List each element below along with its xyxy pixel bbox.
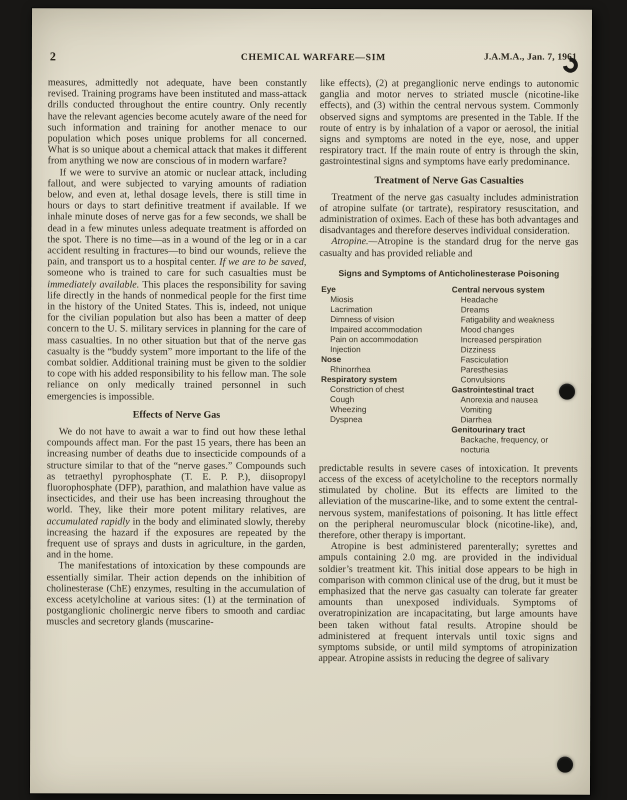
table-item: Dyspnea [329,414,363,424]
italic-run: If we are to be saved, [219,257,307,269]
right-column [318,78,579,791]
table-item: Mood changes [460,325,515,335]
punch-hole [559,384,575,400]
italic-run: immediately available. [47,278,140,291]
table-group-heading: Gastrointestinal tract [451,385,534,395]
text-run: someone who is trained to care for such casualties must be [47,267,307,280]
table-item: Fatigability and weakness [460,315,555,325]
text-run: Atropine is the standard drug for the nerve gas casualty and has provided reliable and [319,236,579,260]
text-run: This places the responsibility for saving life directly in the hands of nonmedical people for the first time in the history of the United States. This is, indeed, not unique for the civilian population but also has been a matter of deep concern to the U. S. military services in planning for the care of mass casualties. In no other situation but that of the nerve gas casualty is the “buddy system” more important to the life of the combat soldier. Additional training must be given to the soldier to cope with his added responsibility to his fellow man. The sole reliance on only medically trained personnel in such emergencies is impossible. [46,279,307,403]
running-title: CHEMICAL WARFARE—SIM [240,51,386,64]
punch-hole [557,757,573,773]
paragraph: like effects), (2) at preganglionic nerve endings to autonomic ganglia and motor nerves to striated muscle (nicotine-like effects), and (3) within the central nervous system. Commonly observed signs and symptoms are presented in the Table. If the route of entry is by inhalation of a vapor or aerosol, the initial signs and symptoms are noted in the eye, nose, and upper respiratory tract. If the main route of entry is through the skin, gastrointestinal signs and symptoms have early predominance. [319,78,579,169]
table-item: Vomiting [460,405,492,415]
paragraph: Treatment of the nerve gas casualty includes administration of atropine sulfate (or tartrate), respiratory resuscitation, and administration of oximes. Each of these has both advantages and disadvantages and therefore deserves individual consideration. [319,191,579,237]
table-item: Rhinorrhea [330,364,371,374]
table-item: Dimness of vision [330,314,395,325]
journal-issue-date: J.A.M.A., Jan. 7, 1961 [483,52,577,63]
page-body [46,77,579,790]
paragraph: measures, admittedly not adequate, have been constantly revised. Training programs have been instituted and mass-attack drills conducted throughout the entire country. Only recently have the relevant agencies become acutely aware of the need for such information and training for another menace to our population which poses unique problems for all concerned. What is so unique about a chemical attack that makes it different from anything we now are conscious of in modern warfare? [47,77,307,168]
table-item: Anorexia and nausea [460,395,538,405]
table-title: Signs and Symptoms of Anticholinesterase Poisoning [338,267,560,279]
table-column-left [321,285,446,455]
table-item: Miosis [330,294,354,304]
text-run: If we were to survive an atomic or nuclear attack, including fallout, and were subjected to varying amounts of radiation below, and even at, lethal dosage levels, there is still time in hours or days to start definitive treatment if available. If we inhale minute doses of nerve gas for a few seconds, we shall be dead in a few minutes unless adequate treatment is afforded on the spot. There is no time—as in a wound of the leg or in a car accident resulting in fractures—to bind our wounds, relieve the pain, and transport us to a hospital center. [47,166,307,269]
section-heading-effects: Effects of Nerve Gas [132,409,221,421]
table-item: Diarrhea [460,415,492,425]
table-item: Lacrimation [330,304,373,315]
page-header [48,51,579,66]
page-number: 2 [49,49,56,64]
paragraph [47,426,306,561]
table-item: Pain on accommodation [330,334,419,345]
table-item: Paresthesias [460,365,508,375]
signs-symptoms-table [321,268,576,456]
table-item: Impaired accommodation [330,324,423,335]
table-item: Fasciculation [460,355,509,365]
section-heading-treatment: Treatment of Nerve Gas Casualties [374,174,524,187]
text-run: We do not have to await a war to find out how these lethal compounds affect man. For the past 15 years, there has been an increasing number of deaths due to insecticide compounds of a structure similar to that of the “nerve gases.” Compounds such as tetraethyl pyrophosphate (T. E. P. P.), diisopropyl fluorophosphate (DFP), parathion, and malathion have value as insecticides, and their use has been increasing throughout the world. They, like their more potent military relatives, are [46,426,306,517]
table-group-heading: Genitourinary tract [451,425,526,435]
table-item: Dreams [460,305,490,315]
text-run: in the body and eliminated slowly, thereby increasing the hazard if the exposures are repeated by the frequent use of sprays and dusts in agriculture, in the garden, and in the home. [46,516,306,561]
table-column-right [451,285,576,455]
table-group-heading: Nose [321,354,342,364]
italic-run: accumulated rapidly [46,515,130,528]
paragraph: predictable results in severe cases of intoxication. It prevents access of the excess of acetylcholine to the receptors normally stimulated by choline. But its effects are limited to the alleviation of the muscarine-like, and to some extent the central-nervous system, manifestations of poisoning. It has little effect on the peripheral neuromuscular block (nicotine-like), and, therefore, other therapy is important. [318,462,578,542]
table-group-heading: Eye [321,284,336,294]
table-item: Wheezing [329,404,367,414]
table-item: Constriction of chest [330,384,405,395]
table-item: Cough [329,394,355,404]
table-group-heading: Respiratory system [321,374,398,385]
table-columns [321,285,576,456]
italic-run: Atropine.— [331,236,378,248]
table-group-heading: Central nervous system [451,285,545,295]
table-item: Injection [330,344,361,354]
table-item: Convulsions [460,375,506,385]
paragraph: The manifestations of intoxication by these compounds are essentially similar. Their action depends on the inhibition of cholinesterase (ChE) enzymes, resulting in the accumulation of excess acetylcholine at various sites: (1) at the termination of postganglionic cholinergic nerve fibers to smooth and cardiac muscles and secretory glands (muscarine- [46,560,306,629]
journal-page [30,8,592,794]
paragraph [319,236,578,259]
paragraph: Atropine is best administered parenterally; syrettes and ampuls containing 2.0 mg. are provided in the individual soldier’s treatment kit. This initial dose appears to be high in comparison with common clinical use of the drug, but it must be emphasized that the nerve gas casualty can tolerate far greater amounts than unexposed individuals. Symptoms of overatropinization are incapacitating, but large amounts have been taken without fatal results. Atropine should be administered at frequent intervals until toxic signs and symptoms subside, or until mild symptoms of atropinization appear. Atropine assists in reducing the degree of salivary [318,541,578,665]
table-item: Increased perspiration [460,335,542,345]
table-item: Headache [460,295,499,305]
paragraph [47,167,307,403]
table-item: Dizziness [460,345,496,355]
left-column [46,77,307,790]
table-item: Backache, frequency, or nocturia [460,435,549,455]
